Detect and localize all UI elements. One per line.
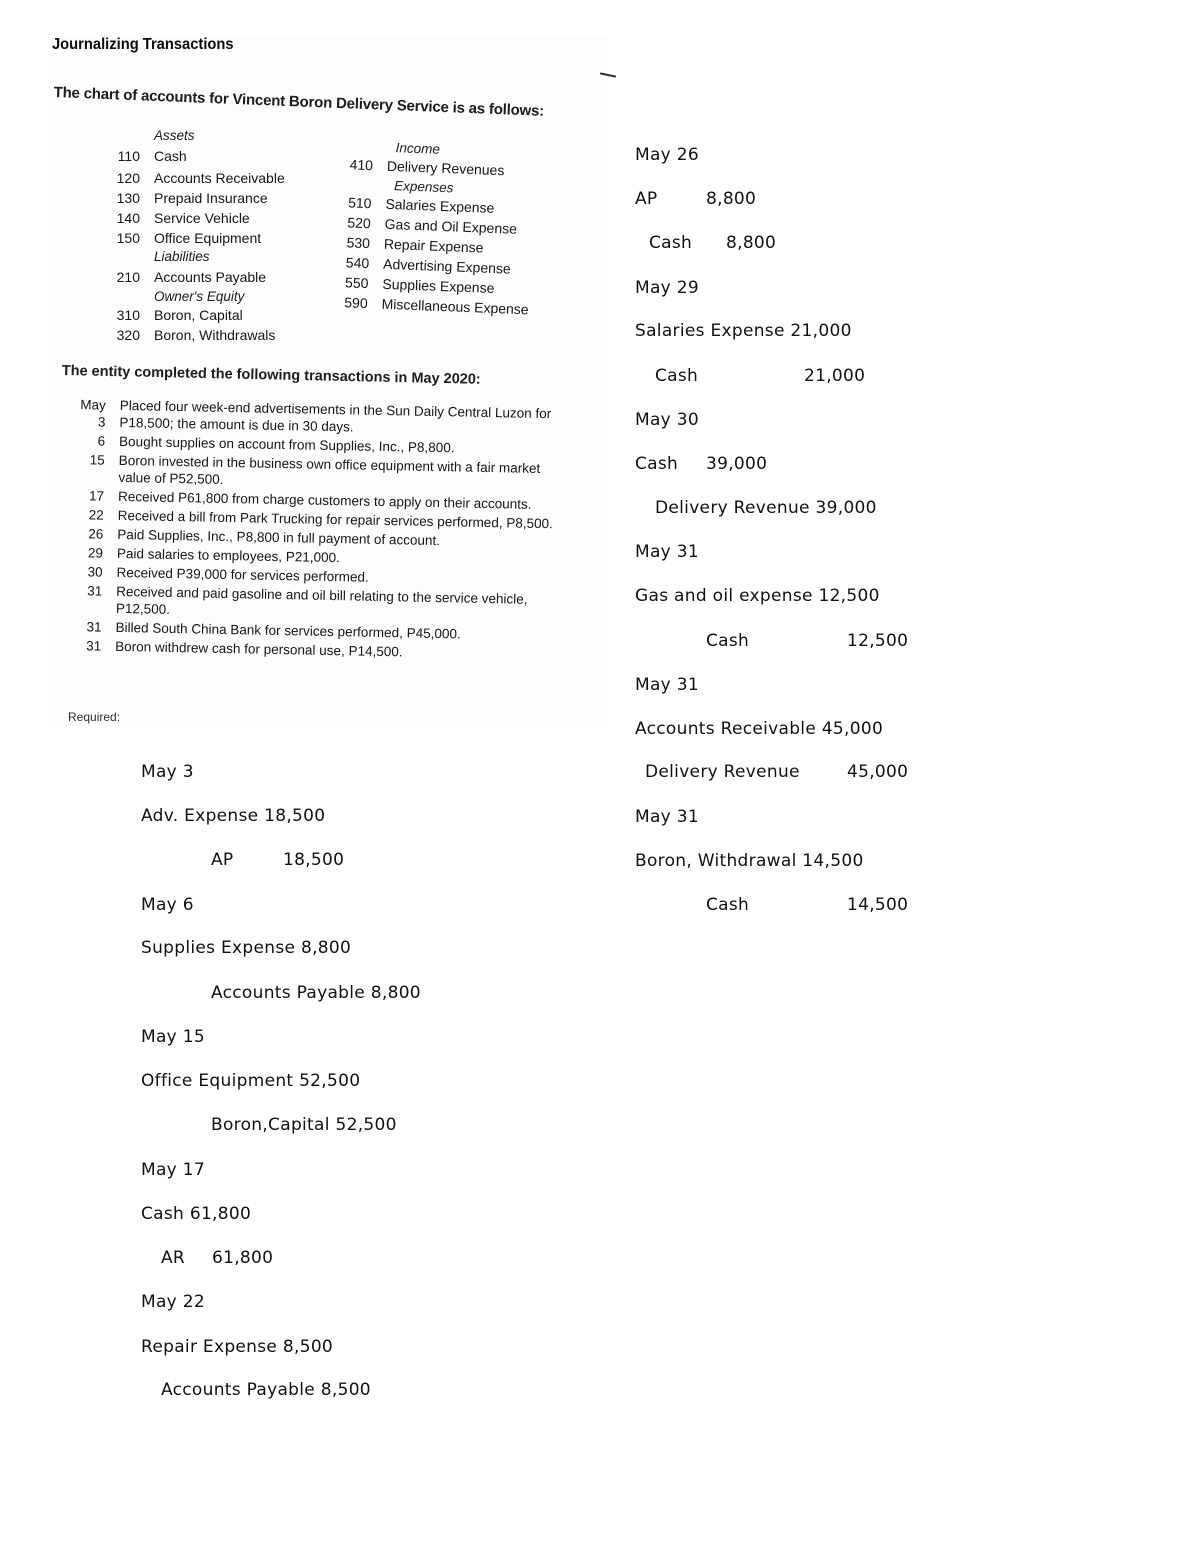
account-row: 540 Advertising Expense [345, 254, 512, 277]
liabilities-header: Liabilities [154, 249, 210, 264]
debit-line: Salaries Expense 21,000 [635, 321, 852, 341]
equity-header: Owner's Equity [154, 289, 245, 304]
credit-amount: 21,000 [804, 366, 866, 386]
debit-line: Supplies Expense 8,800 [141, 938, 352, 958]
debit-line: Office Equipment 52,500 [141, 1071, 361, 1091]
credit-amount: 14,500 [847, 895, 909, 915]
credit-account: Cash [649, 233, 693, 253]
entry-date: May 6 [141, 895, 194, 915]
debit-line: Accounts Receivable 45,000 [635, 719, 884, 739]
debit-line: Cash 61,800 [141, 1204, 252, 1224]
credit-amount: 12,500 [847, 631, 909, 651]
transaction-item: 15 Boron invested in the business own office equipment with a fair market value of P52,500. [89, 452, 541, 487]
required-label: Required: [68, 710, 121, 724]
scan-title: Journalizing Transactions [52, 36, 234, 53]
credit-account: Cash [706, 631, 750, 651]
transaction-item: 31 Boron withdrew cash for personal use, P14,500. [86, 638, 403, 660]
entry-date: May 17 [141, 1160, 205, 1180]
transaction-item: 6 Bought supplies on account from Supplies, Inc., P8,800. [97, 433, 455, 456]
credit-line: Boron,Capital 52,500 [211, 1115, 397, 1135]
credit-account: Delivery Revenue [645, 762, 800, 782]
scanned-problem-image [48, 36, 608, 726]
account-row: 130 Prepaid Insurance [116, 190, 268, 206]
expenses-header: Expenses [393, 178, 454, 196]
account-row: 140 Service Vehicle [116, 210, 250, 226]
account-row: 410 Delivery Revenues [349, 156, 505, 179]
transaction-item: 31 Billed South China Bank for services performed, P45,000. [86, 619, 461, 642]
transaction-item: 30 Received P39,000 for services performed. [87, 564, 369, 585]
entry-date: May 15 [141, 1027, 205, 1047]
entry-date: May 22 [141, 1292, 205, 1312]
credit-account: Cash [706, 895, 750, 915]
account-row: 150 Office Equipment [116, 230, 262, 246]
chart-of-accounts-intro: The chart of accounts for Vincent Boron Delivery Service is as follows: [53, 84, 545, 120]
entry-date: May 31 [635, 675, 699, 695]
transaction-item: 26 Paid Supplies, Inc., P8,800 in full payment of account. [88, 526, 441, 549]
account-row: 110 Cash [117, 148, 187, 164]
debit-line: Repair Expense 8,500 [141, 1337, 334, 1357]
credit-amount: 45,000 [847, 762, 909, 782]
credit-line: Accounts Payable 8,800 [211, 983, 421, 1003]
credit-amount: 8,800 [726, 233, 777, 253]
entry-date: May 3 [141, 762, 194, 782]
account-row: 550 Supplies Expense [344, 274, 495, 297]
transactions-intro: The entity completed the following transactions in May 2020: [61, 363, 481, 388]
transaction-item: 22 Received a bill from Park Trucking for repair services performed, P8,500. [88, 507, 553, 532]
account-row: 320 Boron, Withdrawals [116, 327, 276, 343]
credit-line: Accounts Payable 8,500 [161, 1380, 371, 1400]
transaction-item: May 3 Placed four week-end advertisements in the Sun Daily Central Luzon for P18,500; the amount is due in 30 days. [80, 397, 552, 435]
credit-line: Delivery Revenue 39,000 [655, 498, 877, 518]
entry-date: May 31 [635, 542, 699, 562]
transactions-list [67, 396, 572, 666]
debit-amount: 39,000 [706, 454, 768, 474]
debit-account: AP [635, 189, 658, 209]
transaction-item: 17 Received P61,800 from charge customers to apply on their accounts. [88, 488, 532, 512]
entry-date: May 29 [635, 278, 699, 298]
debit-amount: 8,800 [706, 189, 757, 209]
credit-amount: 18,500 [283, 850, 345, 870]
assets-header: Assets [154, 128, 195, 143]
account-row: 590 Miscellaneous Expense [344, 294, 529, 318]
scan-mark [600, 72, 616, 77]
debit-line: Boron, Withdrawal 14,500 [635, 851, 864, 871]
debit-line: Gas and oil expense 12,500 [635, 586, 880, 606]
entry-date: May 30 [635, 410, 699, 430]
credit-account: AR [161, 1248, 186, 1268]
account-row: 510 Salaries Expense [347, 194, 495, 216]
debit-line: Adv. Expense 18,500 [141, 806, 326, 826]
account-row: 530 Repair Expense [346, 234, 484, 256]
transaction-item: 31 Received and paid gasoline and oil bill relating to the service vehicle, P12,500. [87, 583, 528, 617]
credit-account: Cash [655, 366, 699, 386]
account-row: 520 Gas and Oil Expense [347, 214, 518, 237]
account-row: 210 Accounts Payable [116, 269, 267, 285]
credit-account: AP [211, 850, 234, 870]
entry-date: May 31 [635, 807, 699, 827]
account-row: 120 Accounts Receivable [116, 170, 285, 186]
credit-amount: 61,800 [212, 1248, 274, 1268]
debit-account: Cash [635, 454, 679, 474]
account-row: 310 Boron, Capital [116, 307, 243, 323]
income-header: Income [395, 140, 441, 157]
transaction-item: 29 Paid salaries to employees, P21,000. [87, 545, 340, 566]
entry-date: May 26 [635, 145, 699, 165]
